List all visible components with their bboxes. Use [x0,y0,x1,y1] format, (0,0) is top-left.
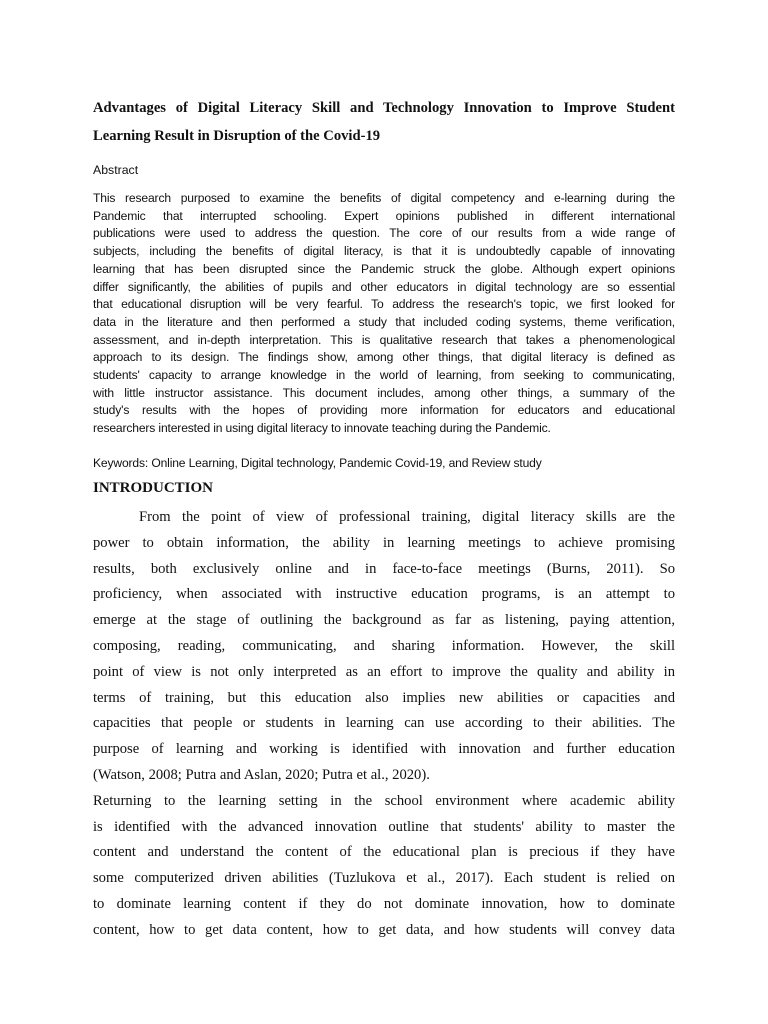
body-line: point of view is not only interpreted as an effort to improve the quality and ability in [93,663,675,680]
body-line: proficiency, when associated with instructive education programs, is an attempt to [93,586,675,603]
body-line: power to obtain information, the ability in learning meetings to achieve promising [93,534,675,551]
body-line: content, how to get data content, how to get data, and how students will convey data [93,921,675,938]
keywords: Keywords: Online Learning, Digital technology, Pandemic Covid-19, and Review study [93,456,542,470]
abstract-line: students' capacity to arrange knowledge in the world of learning, from seeking to communicating, [93,368,675,383]
abstract-line: data in the literature and then performed a study that included coding systems, theme verification, [93,314,675,329]
abstract-line: publications were used to address the question. The core of our results from a wide range of [93,226,675,241]
title-line: Learning Result in Disruption of the Covid-19 [93,128,381,144]
body-line: is identified with the advanced innovation outline that students' ability to master the [93,818,675,835]
introduction-heading: INTRODUCTION [93,480,214,496]
introduction-body [93,505,675,944]
body-line: content and understand the content of the educational plan is precious if they have [93,844,675,861]
body-line: From the point of view of professional training, digital literacy skills are the [139,509,675,525]
abstract-heading: Abstract [93,163,139,177]
body-line: results, both exclusively online and in face-to-face meetings (Burns, 2011). So [93,560,675,577]
body-line: some computerized driven abilities (Tuzlukova et al., 2017). Each student is relied on [93,870,675,887]
abstract-line: researchers interested in using digital literacy to innovate teaching during the Pandemic. [93,421,551,436]
body-line: emerge at the stage of outlining the background as far as listening, paying attention, [93,612,675,629]
abstract-line: learning that has been disrupted since the Pandemic struck the globe. Although expert opinions [93,261,675,276]
body-line: capacities that people or students in learning can use according to their abilities. The [93,715,675,732]
abstract-line: approach to its design. The findings show, among other things, that digital literacy is defined as [93,350,675,365]
abstract-line: that educational disruption will be very fearful. To address the research's topic, we first looked for [93,297,675,312]
paper-title [93,94,675,150]
abstract-line: differ significantly, the abilities of pupils and other educators in digital technology are so essential [93,279,675,294]
abstract-line: Pandemic that interrupted schooling. Expert opinions published in different international [93,208,675,223]
abstract-line: study's results with the hopes of providing more information for educators and educational [93,403,675,418]
body-line: composing, reading, communicating, and sharing information. However, the skill [93,637,675,654]
body-line: terms of training, but this education also implies new abilities or capacities and [93,689,675,706]
body-line: (Watson, 2008; Putra and Aslan, 2020; Putra et al., 2020). [93,766,430,783]
abstract-line: assessment, and in-depth interpretation. This is qualitative research that takes a phenomenological [93,332,675,347]
abstract-line: with little instructor assistance. This document includes, among other things, a summary of the [93,385,675,400]
body-line: purpose of learning and working is identified with innovation and further education [93,741,675,758]
body-line: Returning to the learning setting in the school environment where academic ability [93,792,675,809]
abstract-line: subjects, including the benefits of digital literacy, is that it is undoubtedly capable of innovating [93,244,675,259]
body-line: to dominate learning content if they do not dominate innovation, how to dominate [93,895,675,912]
abstract-line: This research purposed to examine the benefits of digital competency and e-learning during the [93,191,675,205]
abstract-body [93,190,675,438]
title-line: Advantages of Digital Literacy Skill and Technology Innovation to Improve Student [93,100,675,116]
